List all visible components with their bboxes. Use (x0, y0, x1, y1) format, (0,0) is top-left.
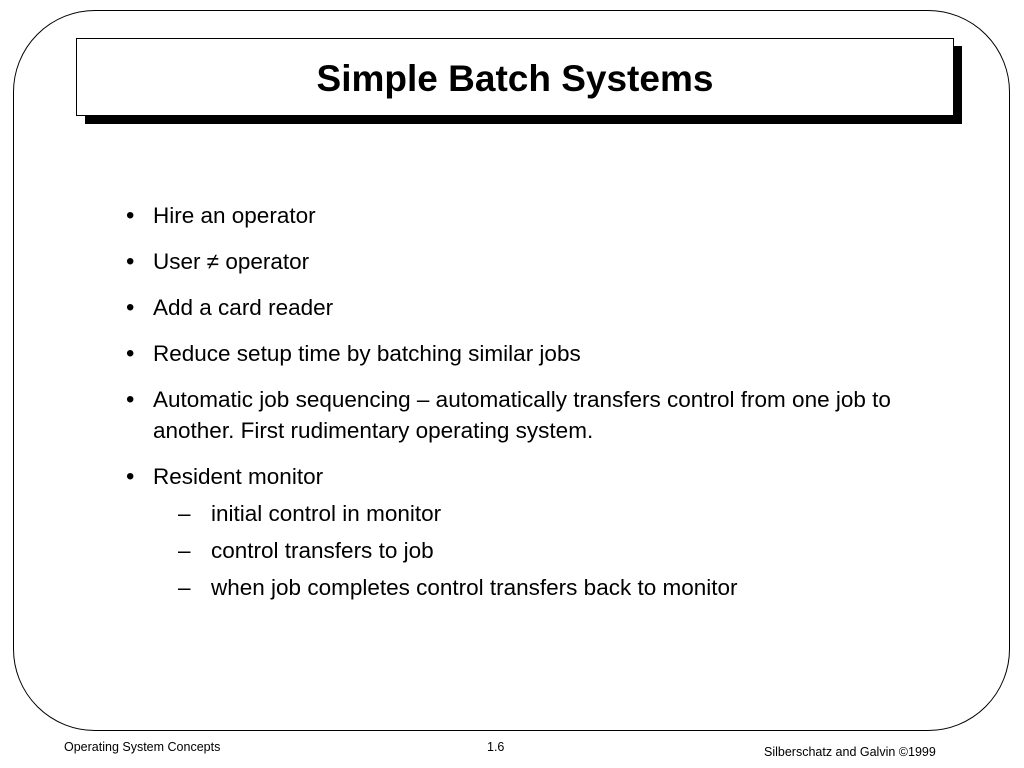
bullet-dot-icon: • (126, 463, 135, 490)
dash-icon: – (178, 501, 191, 526)
bullet-text: Automatic job sequencing – automatically transfers control from one job to another. First rudimentary operating system. (153, 387, 891, 443)
sub-bullet-text: control transfers to job (211, 538, 434, 563)
sub-bullet-list (153, 498, 906, 603)
bullet-item (126, 384, 906, 446)
bullet-list (126, 200, 906, 618)
footer-page-number: 1.6 (487, 740, 505, 754)
footer-copyright: Silberschatz and Galvin ©1999 (764, 745, 936, 759)
footer-book-title: Operating System Concepts (64, 740, 221, 754)
sub-bullet-text: initial control in monitor (211, 501, 442, 526)
bullet-dot-icon: • (126, 248, 135, 275)
dash-icon: – (178, 538, 191, 563)
bullet-item (126, 200, 906, 231)
bullet-item (126, 292, 906, 323)
dash-icon: – (178, 575, 191, 600)
bullet-text: User ≠ operator (153, 249, 310, 274)
bullet-dot-icon: • (126, 386, 135, 413)
sub-bullet-item (153, 535, 906, 566)
bullet-dot-icon: • (126, 340, 135, 367)
bullet-dot-icon: • (126, 294, 135, 321)
bullet-text: Reduce setup time by batching similar jobs (153, 341, 581, 366)
sub-bullet-item (153, 498, 906, 529)
bullet-text: Hire an operator (153, 203, 316, 228)
sub-bullet-text: when job completes control transfers back to monitor (211, 575, 738, 600)
slide-title: Simple Batch Systems (316, 57, 714, 99)
bullet-dot-icon: • (126, 202, 135, 229)
bullet-text: Add a card reader (153, 295, 334, 320)
sub-bullet-item (153, 572, 906, 603)
bullet-item (126, 246, 906, 277)
bullet-item (126, 461, 906, 603)
bullet-item (126, 338, 906, 369)
title-box (76, 38, 954, 116)
bullet-text: Resident monitor (153, 464, 324, 489)
